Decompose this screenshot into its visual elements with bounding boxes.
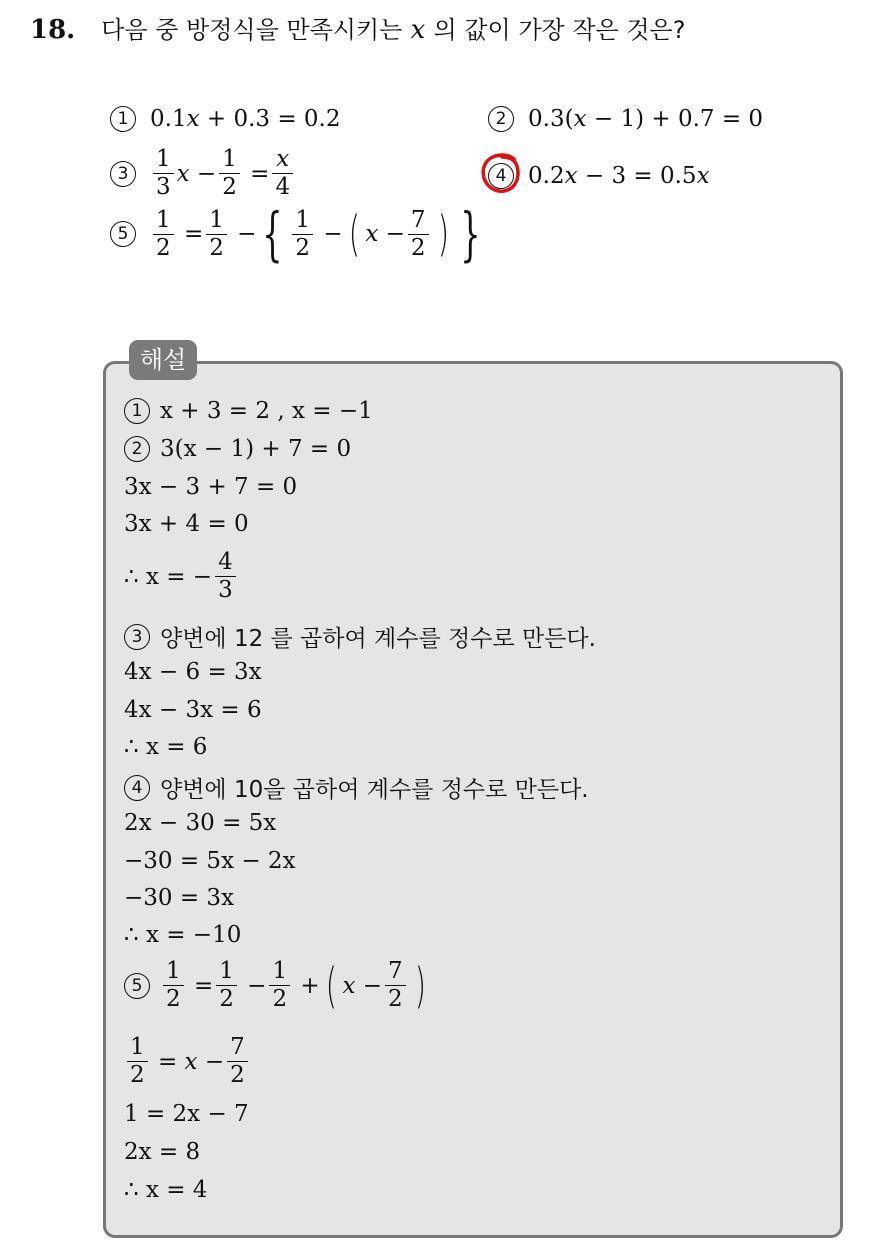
fraction: $\frac{x}{4}$ xyxy=(272,148,293,199)
option-number: 1 xyxy=(124,398,150,424)
option-5: 5 $\frac{1}{2}$ = $\frac{1}{2}$ − { $\frac{1}{2}$ − ( x − $\frac{7}{2}$ ) } xyxy=(110,205,487,263)
left-brace: { xyxy=(262,200,284,268)
fraction: $\frac{1}{2}$ xyxy=(219,148,240,199)
solution-line-14 xyxy=(124,922,241,948)
solution-line-11 xyxy=(124,810,276,836)
solution-line-2 xyxy=(124,436,351,462)
solution-text: 양변에 12 를 곱하여 계수를 정수로 만든다. xyxy=(160,626,596,652)
solution-line-19 xyxy=(124,1177,207,1203)
solution-line-9 xyxy=(124,734,207,760)
solution-line-18 xyxy=(124,1139,200,1165)
fraction: $\frac{1}{2}$ xyxy=(206,209,227,260)
fraction: $\frac{1}{2}$ xyxy=(216,960,237,1011)
option-equation: 0.1x + 0.3 = 0.2 xyxy=(150,106,341,132)
solution-label: 해설 xyxy=(129,340,197,380)
solution-text: −30 = 3x xyxy=(124,885,235,911)
solution-text: 2x = 8 xyxy=(124,1139,201,1165)
solution-line-8 xyxy=(124,697,262,723)
option-number: 4 xyxy=(488,163,514,189)
question-variable: x xyxy=(410,15,426,45)
option-number: 5 xyxy=(124,973,150,999)
solution-text: x + 3 = 2 , x = −1 xyxy=(160,398,373,424)
right-paren: ) xyxy=(437,206,449,262)
fraction: $\frac{7}{2}$ xyxy=(385,960,406,1011)
right-paren: ) xyxy=(414,957,426,1014)
option-3: 3 $\frac{1}{3}$ x − $\frac{1}{2}$ = $\frac{x}{4}$ xyxy=(110,148,296,199)
solution-line-15: 5 $\frac{1}{2}$ = $\frac{1}{2}$ − $\frac{1}{2}$ + ( x − $\frac{7}{2}$ ) xyxy=(124,960,431,1011)
fraction: $\frac{1}{2}$ xyxy=(163,960,184,1011)
solution-text: ∴ x = 6 xyxy=(124,734,208,760)
option-1 xyxy=(110,106,341,132)
solution-text: 양변에 10을 곱하여 계수를 정수로 만든다. xyxy=(160,777,589,803)
fraction: $\frac{7}{2}$ xyxy=(408,209,429,260)
solution-text: 1 = 2x − 7 xyxy=(124,1101,249,1127)
solution-line-17 xyxy=(124,1101,249,1127)
solution-line-3 xyxy=(124,474,297,500)
fraction: $\frac{7}{2}$ xyxy=(227,1036,248,1087)
solution-line-16: $\frac{1}{2}$ = x − $\frac{7}{2}$ xyxy=(124,1036,251,1087)
fraction: $\frac{1}{2}$ xyxy=(153,209,174,260)
right-brace: } xyxy=(460,200,481,268)
fraction: $\frac{1}{2}$ xyxy=(269,960,290,1011)
option-number: 2 xyxy=(488,106,514,132)
solution-text: ∴ x = 4 xyxy=(124,1177,208,1203)
solution-line-13 xyxy=(124,885,234,911)
option-equation: 0.3(x − 1) + 0.7 = 0 xyxy=(528,106,764,132)
solution-line-5 xyxy=(124,551,239,602)
solution-text: 4x − 6 = 3x xyxy=(124,659,262,685)
option-equation: 0.2x − 3 = 0.5x xyxy=(528,163,710,189)
fraction: $\frac{1}{3}$ xyxy=(153,148,174,199)
option-number: 2 xyxy=(124,436,150,462)
solution-text: 3(x − 1) + 7 = 0 xyxy=(160,436,352,462)
question-number: 18. xyxy=(30,15,76,45)
question-header xyxy=(30,12,685,48)
solution-text: 3x + 4 = 0 xyxy=(124,511,249,537)
solution-line-1 xyxy=(124,398,373,424)
solution-line-6 xyxy=(124,620,596,653)
solution-line-4 xyxy=(124,511,249,537)
solution-text: 4x − 3x = 6 xyxy=(124,697,262,723)
solution-line-7 xyxy=(124,659,262,685)
option-number: 4 xyxy=(124,775,150,801)
fraction: $\frac{4}{3}$ xyxy=(215,551,236,602)
solution-line-10 xyxy=(124,771,589,804)
answer-circle-mark-icon xyxy=(480,151,522,195)
question-text-after: 의 값이 가장 작은 것은? xyxy=(433,16,686,44)
solution-text: −30 = 5x − 2x xyxy=(124,848,296,874)
left-paren: ( xyxy=(325,957,337,1014)
question-text-before: 다음 중 방정식을 만족시키는 xyxy=(101,16,403,44)
option-number: 3 xyxy=(110,161,136,187)
solution-text: ∴ x = −10 xyxy=(124,922,242,948)
option-number: 5 xyxy=(110,221,136,247)
solution-line-12 xyxy=(124,848,296,874)
fraction: $\frac{1}{2}$ xyxy=(127,1036,148,1087)
left-paren: ( xyxy=(348,206,360,262)
solution-text: 3x − 3 + 7 = 0 xyxy=(124,474,298,500)
option-number: 1 xyxy=(110,106,136,132)
solution-text: 2x − 30 = 5x xyxy=(124,810,277,836)
option-number: 3 xyxy=(124,624,150,650)
solution-text: ∴ x = − xyxy=(124,563,213,590)
fraction: $\frac{1}{2}$ xyxy=(292,209,313,260)
option-2 xyxy=(488,106,763,132)
